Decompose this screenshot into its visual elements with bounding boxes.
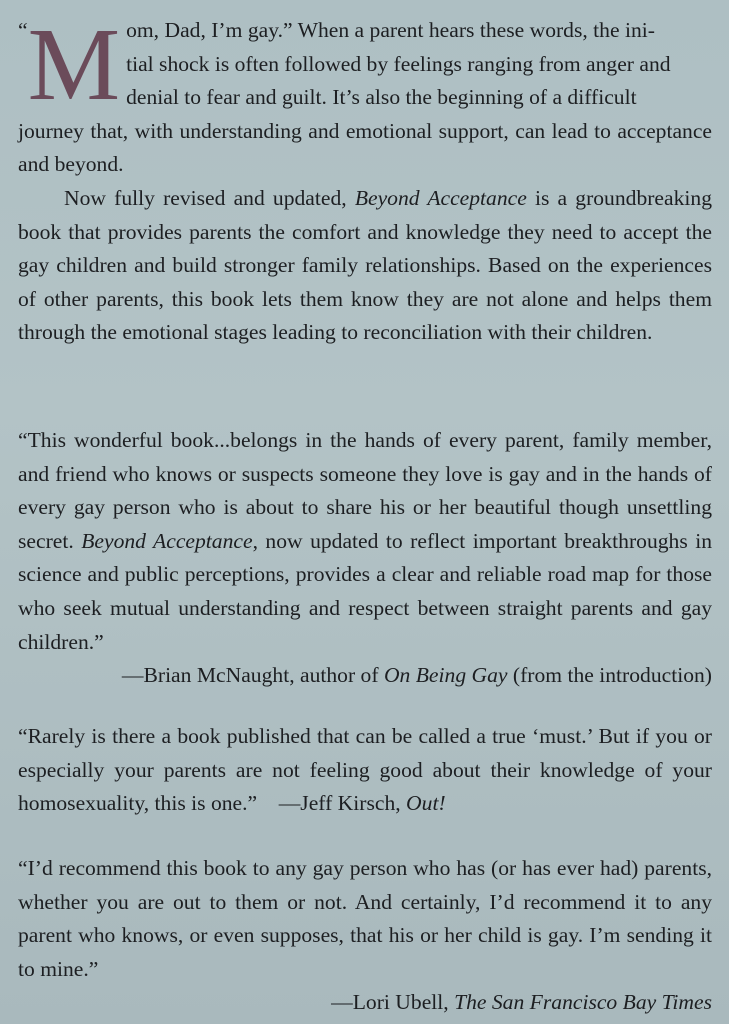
review-quote-text	[18, 720, 712, 821]
dropcap-block	[18, 7, 124, 122]
review-attribution	[18, 659, 712, 693]
second-paragraph-text-b: is a groundbreaking book that provides parents the comfort and knowledge they need to accept the gay children and build stronger family relationships. Based on the experiences of other parents, this book lets them know they are not alone and helps them through the emotional stages leading to reconciliation with their children.	[18, 185, 712, 345]
attribution-note: (from the introduction)	[507, 663, 712, 688]
attribution-publication: The San Francisco Bay Times	[454, 990, 712, 1015]
opening-quote-mark: “	[18, 18, 28, 42]
review-attribution	[18, 986, 712, 1020]
book-title: Beyond Acceptance	[354, 185, 527, 210]
first-paragraph-line-1: om, Dad, I’m gay.” When a parent hears these words, the ini-	[126, 18, 655, 42]
review-quote-mcnaught	[18, 424, 712, 693]
quote-text: “Rarely is there a book published that can be called a true ‘must.’ But if you or especially your parents are not feeling good about their knowledge of your homosexuality, this is one.”	[18, 724, 712, 816]
attribution-publication: Out!	[406, 791, 446, 816]
review-quote-text: “I’d recommend this book to any gay person who has (or has ever had) parents, whether you are out to them or not. And certainly, I’d recommend it to any parent who knows, or even supposes, that his or her child is gay. I’m sending it to mine.”	[18, 856, 712, 981]
first-paragraph-rest: journey that, with understanding and emotional support, can lead to acceptance and beyond.	[18, 118, 712, 177]
attribution-name: —Brian McNaught, author of	[121, 663, 384, 688]
first-paragraph-lines	[126, 14, 712, 115]
first-paragraph-line-2: tial shock is often followed by feelings ranging from anger and	[126, 51, 671, 76]
second-paragraph-text-a: Now fully revised and updated,	[64, 185, 355, 210]
review-quote-kirsch	[18, 720, 712, 821]
review-quote-text	[18, 424, 712, 659]
first-paragraph-line-3: denial to fear and guilt. It’s also the beginning of a difficult	[126, 85, 637, 110]
first-paragraph	[18, 7, 712, 122]
quote-text-b: , now updated to reflect important breakthroughs in science and public perceptions, provides a clear and reliable road map for those who seek mutual understanding and respect between straight parents and gay children.”	[18, 528, 712, 654]
second-paragraph	[18, 182, 712, 350]
quote-text-a: “This wonderful book...belongs in the hands of every parent, family member, and friend who knows or suspects someone they love is gay and in the hands of every gay person who is about to share his or her beautiful though unsettling secret.	[18, 428, 712, 553]
attribution-name: —Lori Ubell,	[331, 990, 455, 1015]
review-quote-ubell	[18, 852, 712, 1020]
attribution-book-title: On Being Gay	[383, 663, 508, 688]
drop-cap-letter: M	[27, 7, 121, 122]
quote-book-title: Beyond Acceptance	[81, 528, 253, 553]
book-description	[18, 7, 712, 350]
attribution-name: —Jeff Kirsch,	[278, 791, 407, 816]
